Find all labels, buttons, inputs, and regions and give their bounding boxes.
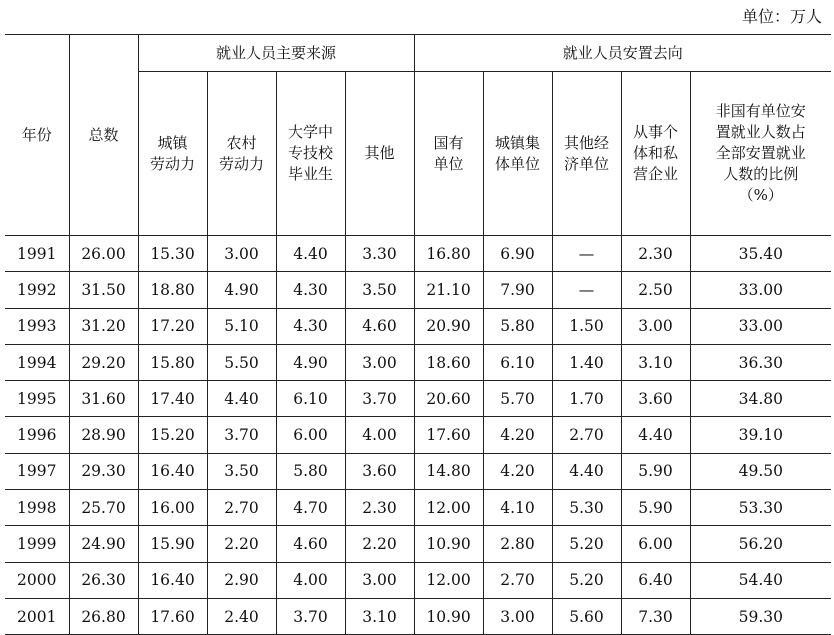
value-cell: 3.10 — [345, 598, 414, 634]
value-cell: 6.00 — [621, 526, 690, 562]
value-cell: 26.00 — [69, 236, 138, 272]
value-cell: 59.30 — [690, 598, 831, 634]
unit-label: 单位：万人 — [741, 7, 822, 26]
value-cell: 21.10 — [414, 272, 483, 308]
table-row — [5, 381, 831, 417]
value-cell: 16.00 — [138, 490, 207, 526]
value-cell: 6.10 — [276, 381, 345, 417]
value-cell: 2.70 — [483, 562, 552, 598]
year-cell: 1999 — [5, 526, 69, 562]
header-urban-collective: 城镇集 体单位 — [483, 72, 552, 236]
value-cell: 2.90 — [207, 562, 276, 598]
year-cell: 1992 — [5, 272, 69, 308]
year-cell: 1997 — [5, 453, 69, 489]
value-cell: 4.40 — [621, 417, 690, 453]
value-cell: 3.70 — [276, 598, 345, 634]
value-cell: 31.20 — [69, 308, 138, 344]
value-cell: 17.60 — [138, 598, 207, 634]
value-cell: 5.10 — [207, 308, 276, 344]
table-row — [5, 308, 831, 344]
value-cell: 35.40 — [690, 236, 831, 272]
value-cell: 3.70 — [345, 381, 414, 417]
value-cell: 36.30 — [690, 344, 831, 380]
value-cell: 4.00 — [345, 417, 414, 453]
value-cell: 4.10 — [483, 490, 552, 526]
employment-table — [5, 34, 831, 635]
year-cell: 1991 — [17, 244, 57, 263]
value-cell: 17.20 — [138, 308, 207, 344]
value-cell: 15.30 — [138, 236, 207, 272]
value-cell: 5.20 — [552, 562, 621, 598]
value-cell: 7.30 — [621, 598, 690, 634]
value-cell: 6.10 — [483, 344, 552, 380]
value-cell: 6.90 — [483, 236, 552, 272]
value-cell: 15.20 — [138, 417, 207, 453]
value-cell: 2.50 — [621, 272, 690, 308]
year-cell: 1994 — [5, 344, 69, 380]
table-body — [5, 236, 831, 635]
header-total: 总数 — [69, 35, 138, 236]
header-other-source: 其他 — [345, 72, 414, 236]
value-cell: 1.70 — [552, 381, 621, 417]
value-cell: 33.00 — [690, 272, 831, 308]
value-cell: 2.80 — [483, 526, 552, 562]
value-cell: 4.40 — [552, 453, 621, 489]
value-cell: 16.40 — [138, 453, 207, 489]
year-cell: 1993 — [5, 308, 69, 344]
year-cell: 1996 — [5, 417, 69, 453]
table-row — [5, 526, 831, 562]
value-cell: 3.00 — [483, 598, 552, 634]
value-cell: 56.20 — [690, 526, 831, 562]
value-cell: 12.00 — [414, 562, 483, 598]
value-cell: 2.70 — [552, 417, 621, 453]
value-cell: 3.10 — [621, 344, 690, 380]
value-cell: 18.80 — [138, 272, 207, 308]
value-cell: 2.20 — [207, 526, 276, 562]
value-cell: 26.30 — [69, 562, 138, 598]
value-cell: 5.70 — [483, 381, 552, 417]
value-cell: 29.20 — [69, 344, 138, 380]
table-row — [5, 344, 831, 380]
value-cell: 1.50 — [552, 308, 621, 344]
value-cell: 4.90 — [207, 272, 276, 308]
value-cell: 31.50 — [69, 272, 138, 308]
value-cell: 20.90 — [414, 308, 483, 344]
table-row — [5, 490, 831, 526]
value-cell: 49.50 — [690, 453, 831, 489]
value-cell: 54.40 — [690, 562, 831, 598]
value-cell: 4.60 — [276, 526, 345, 562]
value-cell: 6.00 — [276, 417, 345, 453]
value-cell: 3.60 — [345, 453, 414, 489]
header-state-owned: 国有 单位 — [414, 72, 483, 236]
value-cell: 5.80 — [483, 308, 552, 344]
header-rural-labor: 农村 劳动力 — [207, 72, 276, 236]
value-cell: 1.40 — [552, 344, 621, 380]
value-cell: 2.20 — [345, 526, 414, 562]
value-cell: 3.50 — [207, 453, 276, 489]
year-cell: 1995 — [5, 381, 69, 417]
table-row — [5, 417, 831, 453]
year-cell: 1998 — [5, 490, 69, 526]
value-cell: 4.40 — [276, 236, 345, 272]
header-year: 年份 — [5, 35, 69, 236]
value-cell: 3.50 — [345, 272, 414, 308]
value-cell: 12.00 — [414, 490, 483, 526]
value-cell: 5.20 — [552, 526, 621, 562]
value-cell: 16.40 — [138, 562, 207, 598]
value-cell: 10.90 — [414, 526, 483, 562]
value-cell: 2.70 — [207, 490, 276, 526]
value-cell: 3.00 — [621, 308, 690, 344]
value-cell: 15.90 — [138, 526, 207, 562]
value-cell: 24.90 — [69, 526, 138, 562]
table-row — [5, 236, 831, 272]
value-cell: 25.70 — [69, 490, 138, 526]
value-cell: 3.30 — [345, 236, 414, 272]
value-cell: 4.40 — [207, 381, 276, 417]
value-cell: 4.20 — [483, 453, 552, 489]
value-cell: — — [552, 272, 621, 308]
value-cell: 17.60 — [414, 417, 483, 453]
year-cell: 2000 — [5, 562, 69, 598]
value-cell: 26.80 — [69, 598, 138, 634]
header-other-economic: 其他经 济单位 — [552, 72, 621, 236]
year-cell: 2001 — [5, 598, 69, 634]
value-cell: 14.80 — [414, 453, 483, 489]
value-cell: 5.90 — [621, 453, 690, 489]
value-cell: 3.00 — [345, 344, 414, 380]
value-cell: 2.40 — [207, 598, 276, 634]
value-cell: 3.00 — [207, 236, 276, 272]
value-cell: 6.40 — [621, 562, 690, 598]
header-private-enterprise: 从事个 体和私 营企业 — [621, 72, 690, 236]
value-cell: 18.60 — [414, 344, 483, 380]
value-cell: 4.00 — [276, 562, 345, 598]
table-row — [5, 562, 831, 598]
value-cell: 3.00 — [345, 562, 414, 598]
value-cell: 39.10 — [690, 417, 831, 453]
value-cell: 16.80 — [414, 236, 483, 272]
header-graduates: 大学中 专技校 毕业生 — [276, 72, 345, 236]
value-cell: 28.90 — [69, 417, 138, 453]
value-cell: 4.20 — [483, 417, 552, 453]
value-cell: 5.50 — [207, 344, 276, 380]
value-cell: 4.90 — [276, 344, 345, 380]
value-cell: — — [552, 236, 621, 272]
value-cell: 5.90 — [621, 490, 690, 526]
value-cell: 7.90 — [483, 272, 552, 308]
header-destination-group: 就业人员安置去向 — [414, 35, 831, 72]
value-cell: 3.60 — [621, 381, 690, 417]
value-cell: 3.70 — [207, 417, 276, 453]
value-cell: 31.60 — [69, 381, 138, 417]
value-cell: 15.80 — [138, 344, 207, 380]
value-cell: 4.70 — [276, 490, 345, 526]
value-cell: 2.30 — [621, 236, 690, 272]
table-row — [5, 598, 831, 634]
value-cell: 10.90 — [414, 598, 483, 634]
header-source-group: 就业人员主要来源 — [138, 35, 414, 72]
value-cell: 5.60 — [552, 598, 621, 634]
value-cell: 20.60 — [414, 381, 483, 417]
value-cell: 2.30 — [345, 490, 414, 526]
table-row — [5, 272, 831, 308]
value-cell: 4.30 — [276, 308, 345, 344]
value-cell: 17.40 — [138, 381, 207, 417]
value-cell: 53.30 — [690, 490, 831, 526]
value-cell: 5.80 — [276, 453, 345, 489]
table-row — [5, 453, 831, 489]
value-cell: 33.00 — [690, 308, 831, 344]
value-cell: 4.60 — [345, 308, 414, 344]
header-urban-labor: 城镇 劳动力 — [138, 72, 207, 236]
value-cell: 34.80 — [690, 381, 831, 417]
value-cell: 4.30 — [276, 272, 345, 308]
value-cell: 5.30 — [552, 490, 621, 526]
header-non-state-ratio: 非国有单位安 置就业人数占 全部安置就业 人数的比例 （%） — [690, 72, 831, 236]
value-cell: 29.30 — [69, 453, 138, 489]
